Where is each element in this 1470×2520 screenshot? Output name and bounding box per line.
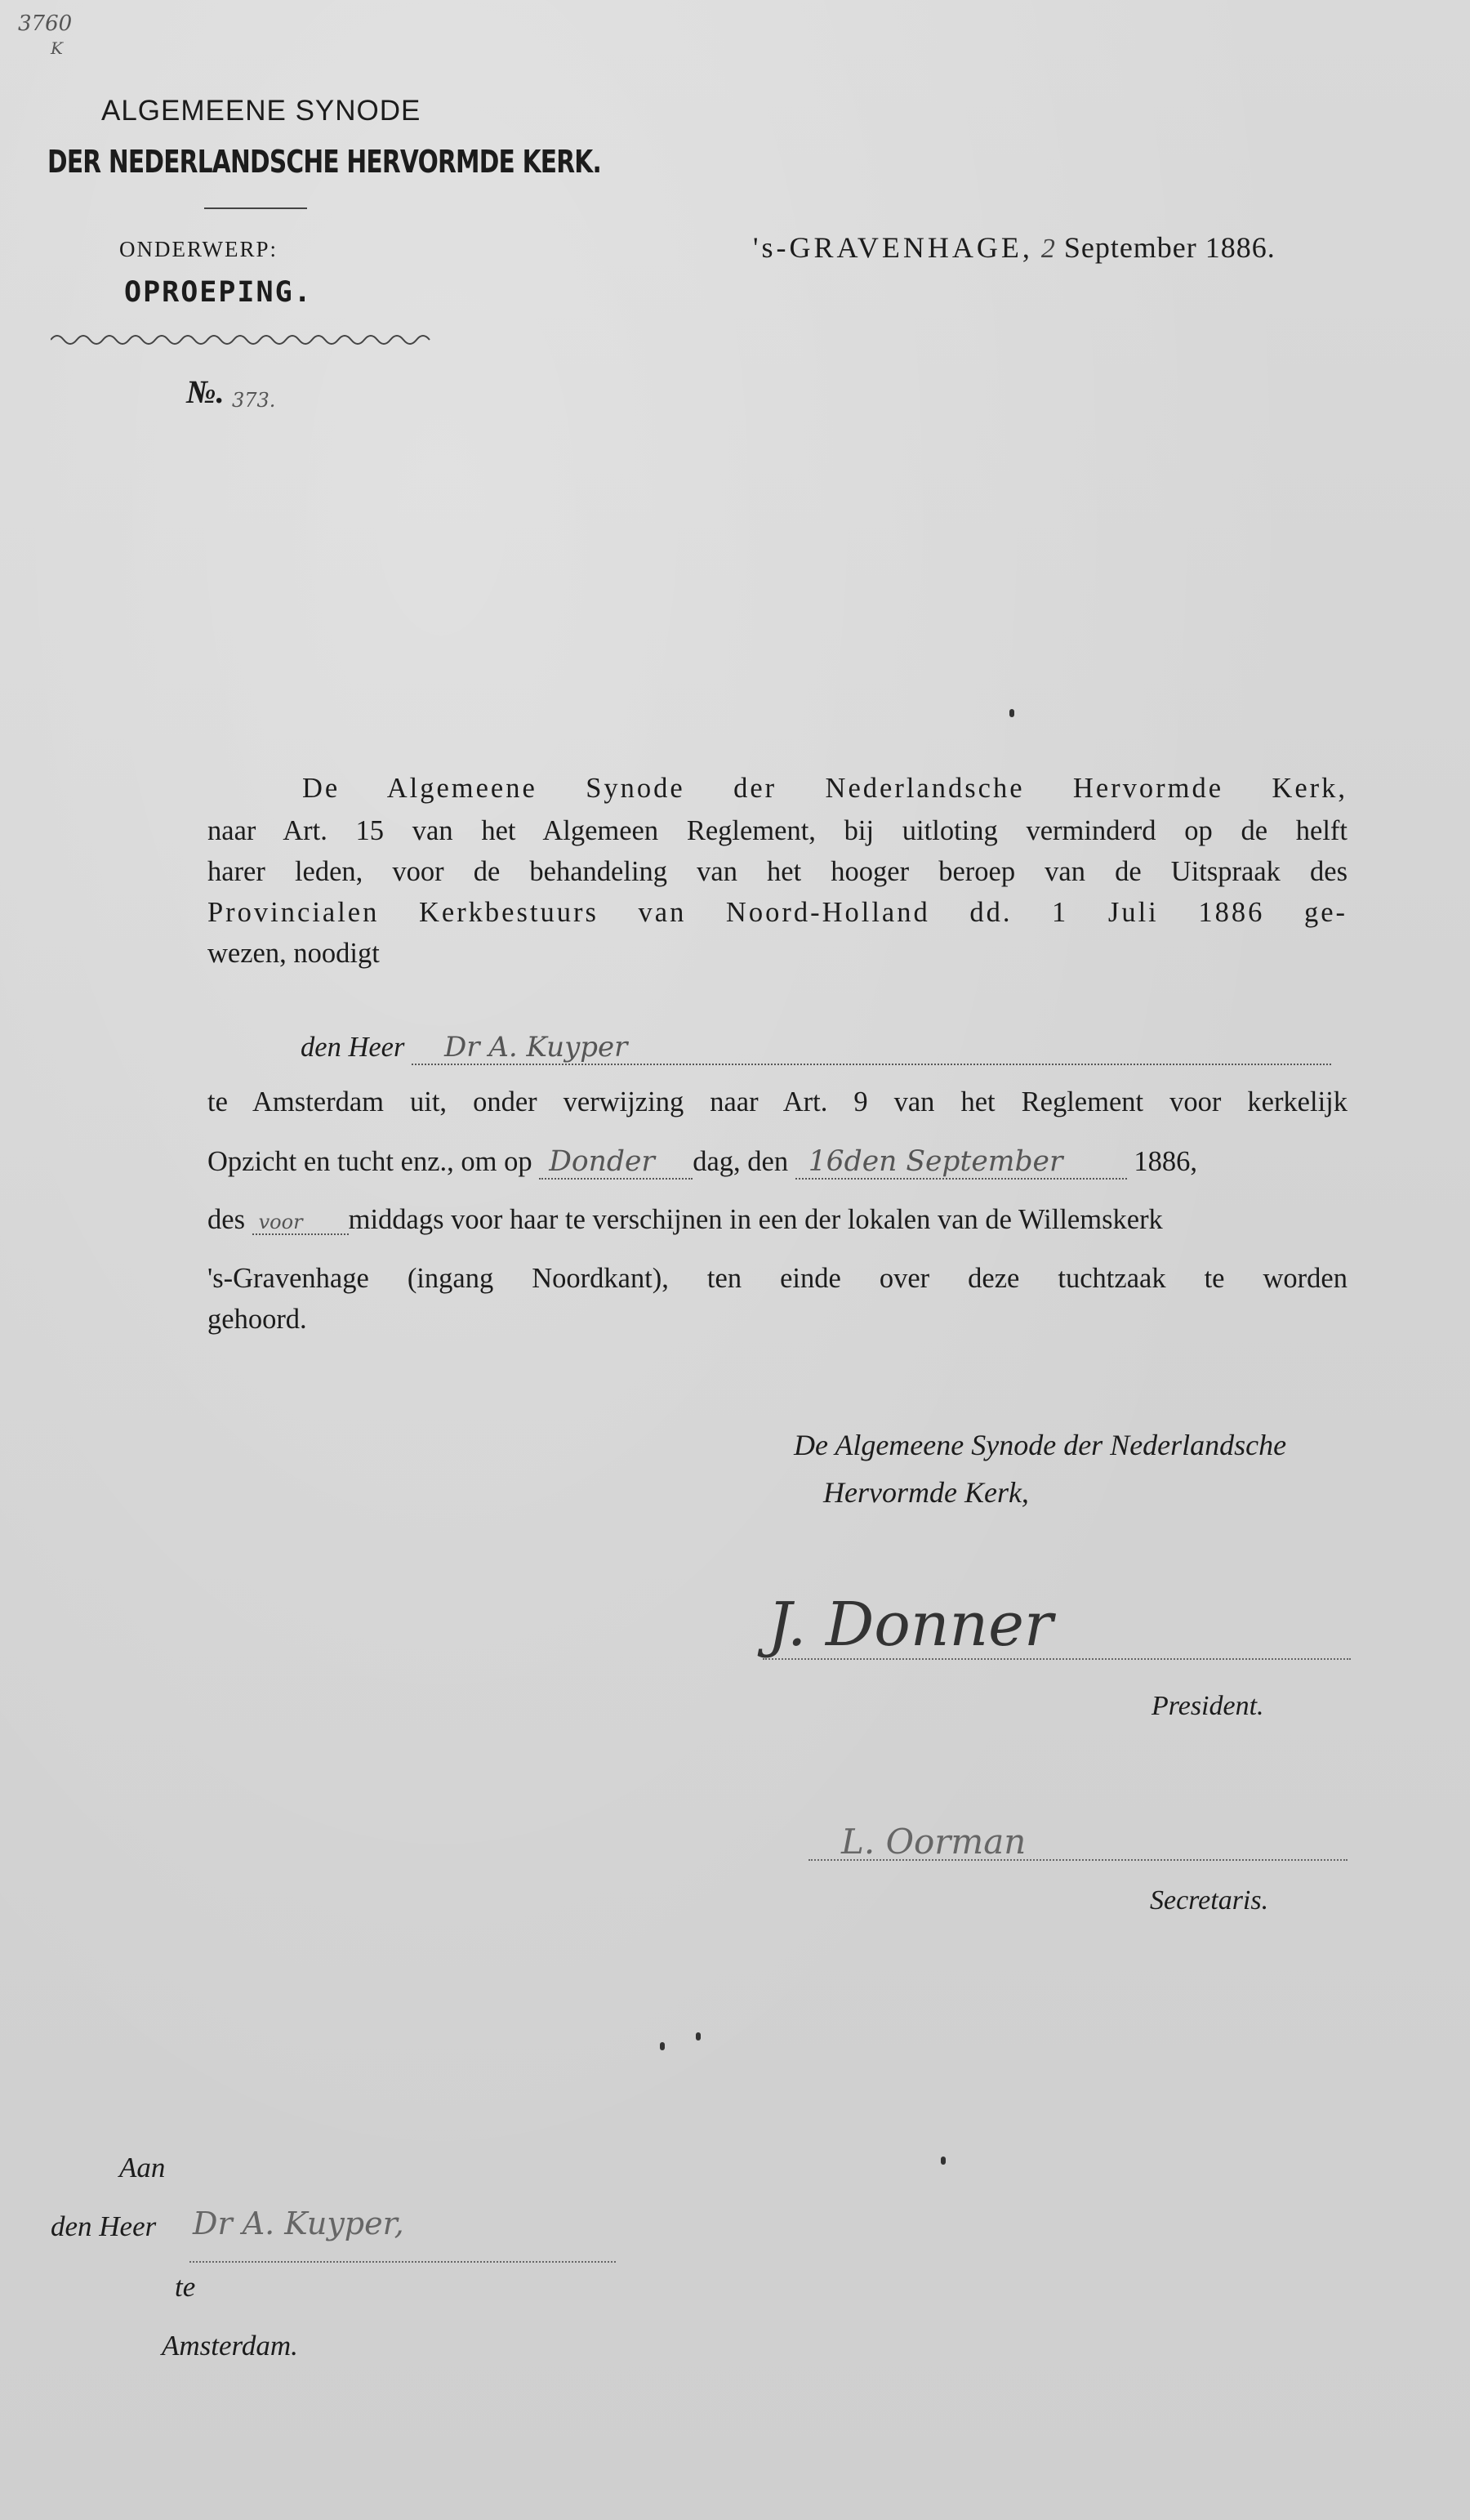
address-te: te [175, 2271, 196, 2303]
org-name-line2: DER NEDERLANDSCHE HERVORMDE KERK. [47, 144, 601, 180]
secretary-dotted-line [808, 1859, 1348, 1861]
body-line: Provincialen Kerkbestuurs van Noord-Holland dd. 1 Juli 1886 ge- [207, 897, 1348, 928]
addressee-name: Dr A. Kuyper [412, 1031, 1331, 1065]
president-dotted-line [763, 1658, 1351, 1660]
secretary-label: Secretaris. [1150, 1885, 1269, 1916]
number-label: №. [186, 373, 225, 410]
body-line: 's-Gravenhage (ingang Noordkant), ten einde over deze tuchtzaak te worden [207, 1263, 1348, 1294]
body-paragraph-2b [207, 1263, 1348, 1336]
paper-speck [696, 2032, 701, 2041]
body-text-fragment: des [207, 1204, 245, 1235]
address-name: Dr A. Kuyper, [193, 2206, 404, 2241]
body-text-fragment: Opzicht en tucht enz., om op [207, 1146, 532, 1177]
president-signature: J. Donner [768, 1590, 1054, 1660]
paper-speck [941, 2156, 946, 2165]
address-den-heer: den Heer [51, 2210, 157, 2242]
body-text-fragment: dag, den [693, 1146, 789, 1177]
archive-letter: K [51, 38, 63, 58]
body-line: De Algemeene Synode der Nederlandsche Hervormde Kerk, [302, 773, 1348, 804]
org-name-line1: ALGEMEENE SYNODE [101, 95, 421, 127]
subject-label: ONDERWERP: [119, 237, 278, 261]
signature-block [794, 1421, 1286, 1516]
weekday-fill: Donder [539, 1145, 693, 1180]
body-paragraph-2 [207, 1086, 1348, 1118]
body-line-daypart [207, 1204, 1348, 1236]
decorative-wavy-rule [51, 330, 434, 350]
body-line: gehoord. [207, 1304, 307, 1335]
letterhead-divider [204, 207, 307, 209]
address-city: Amsterdam. [162, 2330, 298, 2362]
date-place: 's-GRAVENHAGE, [753, 231, 1033, 264]
date-month-year: September 1886. [1063, 231, 1276, 264]
paper-speck [660, 2042, 665, 2050]
addressee-line [301, 1031, 1348, 1065]
address-dotted-line [189, 2261, 616, 2263]
paper-speck [1009, 709, 1014, 717]
subject-title: OPROEPING. [124, 276, 313, 309]
date-line [753, 230, 1276, 265]
archive-number: 3760 [18, 11, 73, 36]
number-value: 373. [232, 389, 276, 412]
archive-mark [18, 11, 72, 60]
body-line-date [207, 1145, 1348, 1180]
body-line: naar Art. 15 van het Algemeen Reglement, bij uitloting verminderd op de helft [207, 815, 1348, 846]
signatory-line2: Hervormde Kerk, [823, 1476, 1029, 1509]
day-fill: 16den September [795, 1145, 1127, 1180]
body-paragraph-1 [207, 773, 1348, 970]
addressee-prefix: den Heer [301, 1032, 405, 1063]
body-line: harer leden, voor de behandeling van het hooger beroep van de Uitspraak des [207, 856, 1348, 887]
year: 1886, [1134, 1146, 1197, 1177]
body-line: te Amsterdam uit, onder verwijzing naar Art. 9 van het Reglement voor kerkelijk [207, 1086, 1348, 1117]
body-line: wezen, noodigt [207, 938, 380, 969]
signatory-line1: De Algemeene Synode der Nederlandsche [794, 1429, 1287, 1461]
body-text-fragment: middags voor haar te verschijnen in een der lokalen van de Willemskerk [348, 1204, 1163, 1235]
secretary-signature: L. Oorman [841, 1822, 1027, 1862]
date-day: 2 [1040, 234, 1056, 264]
address-aan: Aan [119, 2152, 166, 2183]
president-label: President. [1152, 1691, 1264, 1721]
daypart-fill: voor [252, 1211, 349, 1235]
